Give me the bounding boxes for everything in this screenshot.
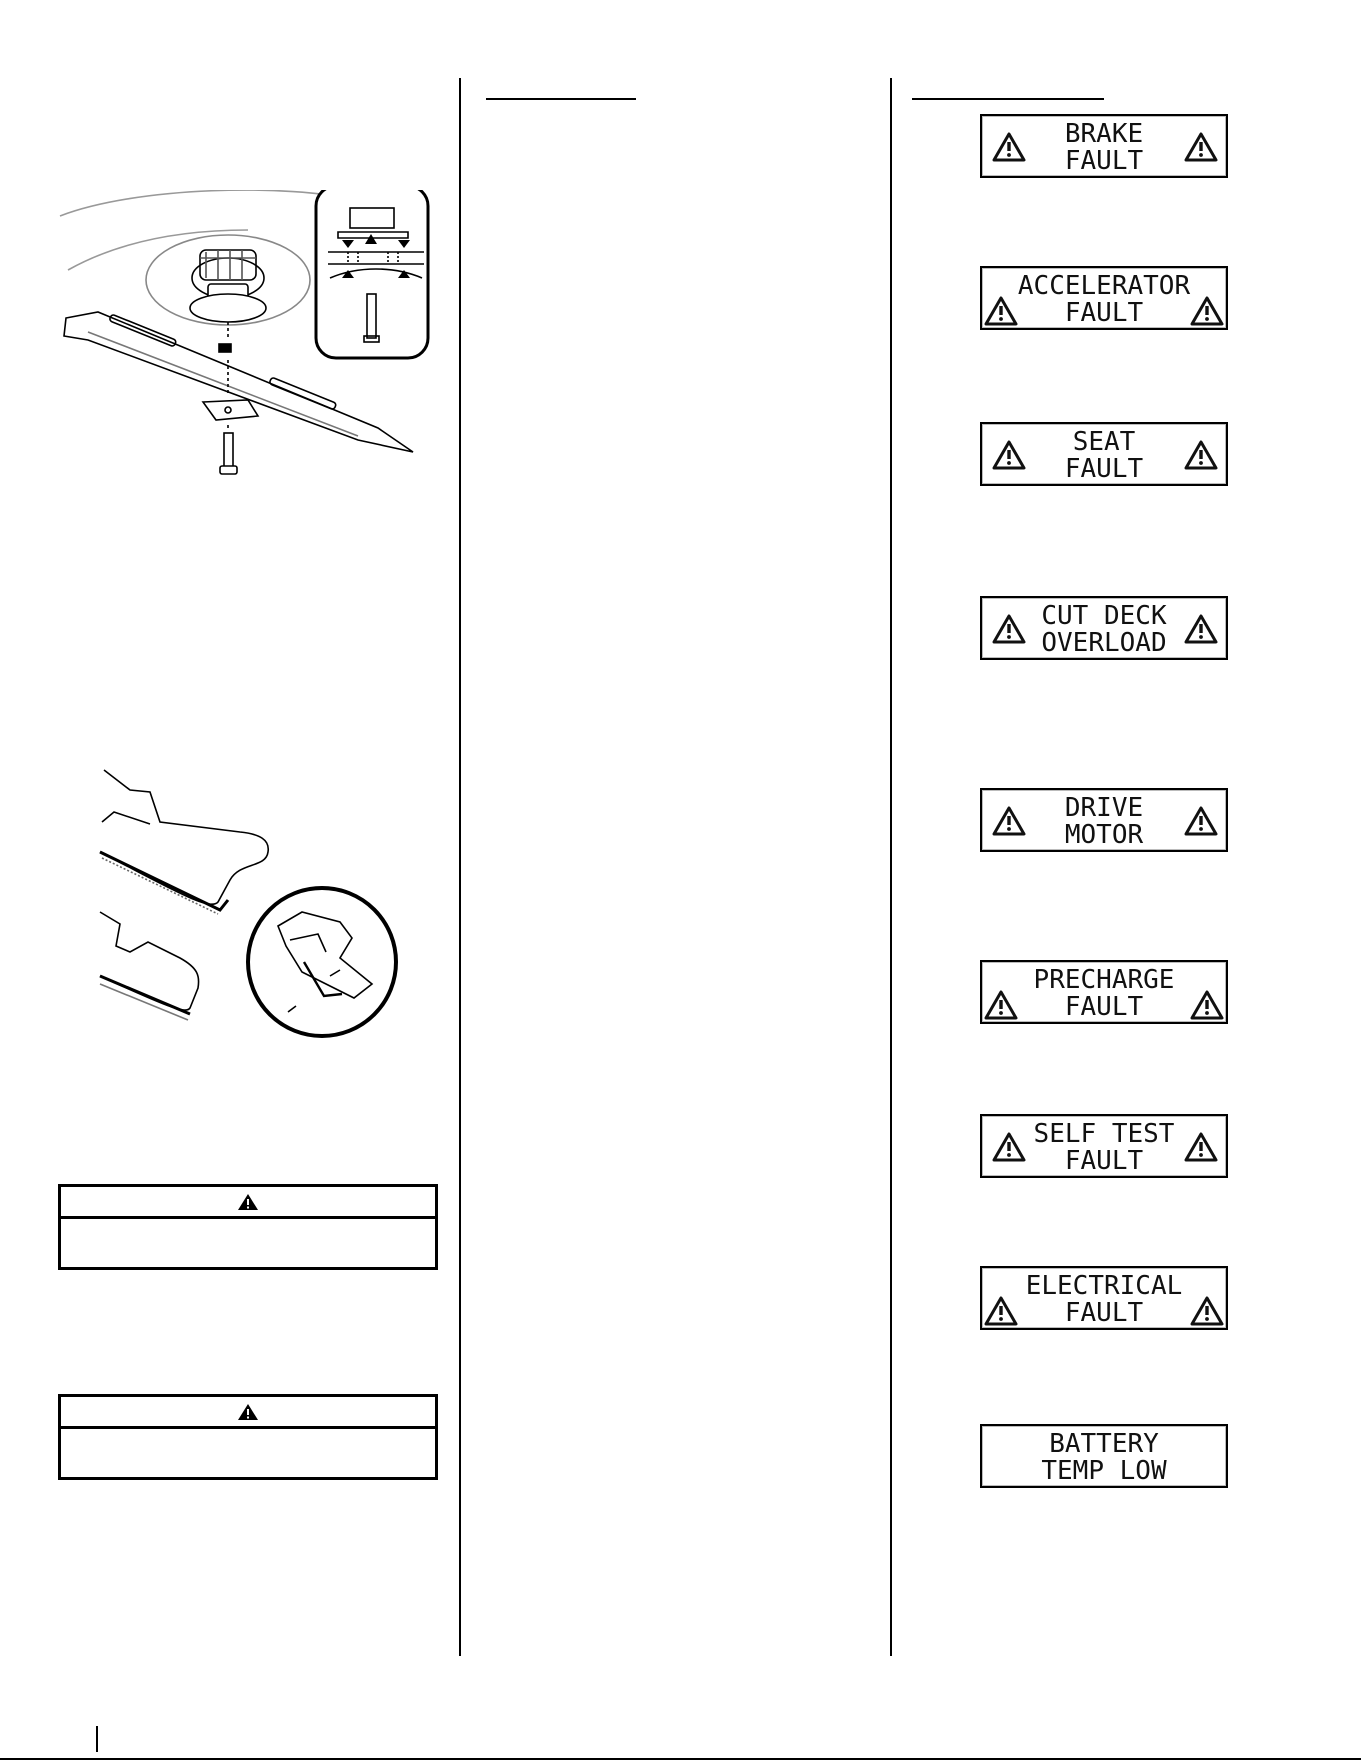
fault-display-line2: FAULT [1064,146,1144,176]
warning-triangle-icon [1184,1132,1218,1162]
fault-display-line2: TEMP LOW [1041,1456,1167,1486]
warning-triangle-icon [237,1193,259,1211]
warning-triangle-icon [1190,296,1224,326]
fault-display [980,1424,1228,1488]
fault-display-line1: CUT DECK [1041,601,1167,631]
warning-triangle-icon [1184,806,1218,836]
footer-rule [0,1758,1361,1760]
warning-triangle-icon [992,440,1026,470]
fault-display [980,960,1228,1024]
fault-display [980,596,1228,660]
warning-triangle-icon [992,806,1026,836]
warning-box-2 [58,1394,438,1480]
fault-display-line1: DRIVE [1064,793,1144,823]
right-column-heading-rule [912,98,1104,100]
fault-display-line1: BATTERY [1049,1429,1159,1459]
fault-display-line2: FAULT [1064,1298,1144,1328]
warning-triangle-icon [1184,132,1218,162]
fault-display-line2: FAULT [1064,1146,1144,1176]
fault-display-line2: OVERLOAD [1041,628,1167,658]
page-number-marker [96,1726,98,1752]
fault-display [980,114,1228,178]
middle-column-heading-rule [486,98,636,100]
warning-triangle-icon [984,990,1018,1020]
column-divider-right [890,78,892,1656]
warning-triangle-icon [992,132,1026,162]
fault-display-line1: ACCELERATOR [1017,271,1191,301]
fault-display-line1: SEAT [1072,427,1136,457]
warning-triangle-icon [1184,614,1218,644]
fault-display-line1: PRECHARGE [1033,965,1175,995]
blade-installation-illustration [58,190,438,480]
fault-display-line2: FAULT [1064,992,1144,1022]
warning-triangle-icon [1190,1296,1224,1326]
warning-triangle-icon [984,1296,1018,1326]
fault-display-line2: FAULT [1064,298,1144,328]
fault-display [980,1266,1228,1330]
fault-display [980,266,1228,330]
fault-display-line2: MOTOR [1064,820,1144,850]
warning-box-1-body [61,1219,435,1267]
fault-display [980,1114,1228,1178]
column-divider-left [459,78,461,1656]
warning-box-1 [58,1184,438,1270]
fault-display-line1: SELF TEST [1033,1119,1175,1149]
warning-triangle-icon [984,296,1018,326]
warning-triangle-icon [1190,990,1224,1020]
warning-box-2-header [61,1397,435,1429]
warning-box-1-header [61,1187,435,1219]
warning-triangle-icon [237,1403,259,1421]
fault-display [980,788,1228,852]
fault-display-line1: BRAKE [1064,119,1144,149]
fault-display-line1: ELECTRICAL [1025,1271,1183,1301]
fault-display-line2: FAULT [1064,454,1144,484]
warning-triangle-icon [992,1132,1026,1162]
warning-triangle-icon [992,614,1026,644]
warning-triangle-icon [1184,440,1218,470]
warning-box-2-body [61,1429,435,1477]
blade-sharpening-illustration [90,762,402,1060]
fault-display [980,422,1228,486]
